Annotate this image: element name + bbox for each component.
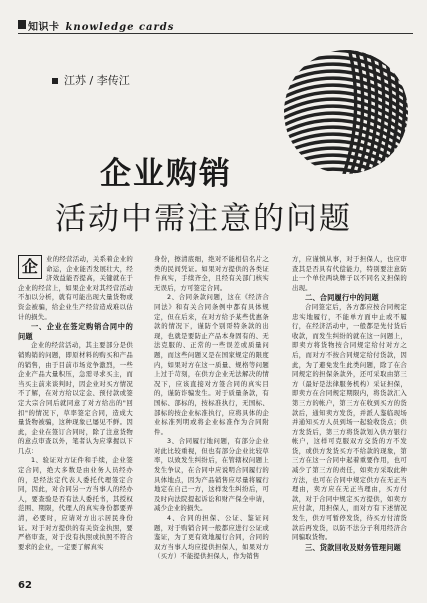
paragraph: 企业的经营活动，其主要部分是供销购销的问题，即原材料的购买和产品的销售，由于目前市场竞争激烈，一些企业产品大量积压，急需寻求买主，而当买主前来谈判时，因企业对买方情况不了解，在对方给以定金、预付款或签定大宗合同后就同意了对方给出的"回扣"的情况下，草率签定合同，造成大量货物被骗，这种现象已屡见不鲜。因此，企业在签订合同时，除了注意货物的意点审查以外，笔者认为应掌握以下几点：	[18, 341, 133, 455]
column-2	[154, 255, 269, 562]
paragraph: 1、验证对方证件和手续，企业签定合同，绝大多数是由业务人员经办的，是经法定代表人委托代理签定合同，因此，对合同另一方当事人的经办人，要查验是否有法人委托书，其授权范围、期限，代理人的真实身份都要弄清，必要时，应请对方出示居民身份证。对于对方提供的有关资金执照，要严格审查，对于没有执照或执照不符合要求的企业，一定要了解真实	[18, 456, 133, 551]
page-number: 62	[18, 580, 32, 591]
column-3	[292, 255, 407, 552]
drop-cap: 企	[18, 255, 42, 279]
paragraph: 业的经营活动，关系着企业的命运，企业能否发展壮大，经济效益能否提高，关键就在于企业的经营上，如果企业对其经营活动不加以分析，就有可能出现大量货物或资金被骗，给企业生产经营造成难以估计的损失。	[18, 255, 133, 321]
section-heading: 一、企业在签定购销合同中的问题	[18, 322, 133, 341]
section-heading: 二、合同履行中的问题	[305, 293, 379, 303]
paragraph: 4、合同的担保、公证、鉴证问题，对于购销合同一般都应进行公证或鉴证，为了更有效地履行合同，合同的双方当事人均应提供担保人，如果对方（买方）不能提供担保人，作为销售	[154, 514, 269, 561]
paragraph: 合同签定后，各方都应按合同规定忠实地履行，不能单方面中止或不履行，在经济活动中，一般都是先付货后收款，而发生纠纷的就在这一问题上，即卖方将货物按合同规定给付对方之后，而对方不按合同规定给付货款，因此，为了避免发生此类问题，除了在合同规定的担保条款外，还可采取由第三方（最好是法律服务机构）采证担保，即卖方在合同规定期限内，将货款汇入第三方的帐户，第三方在收到买方的货款后，通知卖方发货，并派人鉴临现场并通知买方人员到场一起验收货点；供方发货后，第三方将货款划入供方银行帐户，这样可克服双方交货的方不发货，或供方发货买方不给款的现象，第三方在这一合同中起着重要作用，也可减少了第三方的责任，如卖方采取此种方法，也可在合同中规定供方在无正当理由，卖方应在无正当理由，买方付款，对于合同中规定买方提供，如卖方应付款，用担保人，而对方有下述情况发生，供方可暂停发货，待买方付清货款后再发货，以防不法分子利用经济合同骗取货物。	[292, 302, 407, 542]
header-rule	[18, 33, 413, 34]
author: 江苏 / 李传江	[64, 74, 130, 87]
header-en: knowledge cards	[65, 22, 175, 33]
paragraph: 3、合同履行地问题，有部分企业对此比较重视，但也有部分企业比较草率，以致发生纠纷后，在管辖权问题上发生争议，在合同中应说明合同履行的具体地点，因为产品销售应尽量将履行地定在自己一方，这样发生纠纷后，可及时向法院提起诉讼和财产保全申请，减少企业的损失。	[154, 437, 269, 513]
header-cn: 知识卡	[28, 22, 60, 33]
paragraph: 方，应谨慎从事，对于担保人，也应审查其是否具有代偿能力，特别要注意防止一个单位两块牌子以不同名义担保的出现。	[292, 255, 407, 292]
paragraph: 身份，擦清底细，绝对不能相信名片之类的民间凭证。如果对方提供的各类证件真实，手续齐全，且经有关部门核实无误后，方可签定合同。	[154, 255, 269, 292]
header-marker	[18, 20, 26, 29]
striped-sphere-art	[278, 44, 414, 180]
stripe	[278, 176, 414, 180]
author-line	[52, 72, 130, 88]
paragraph: 2、合同条款问题，这在《经济合同法》和有关合同条例中都有具体规定，但在后来，在对方给予某些优惠条款的情况下，谨防个别哥特条款的出现，也就是要防止产品本身固有的、无法克服的、正常的一些误差或质量问题，而这些问题又是在国家规定的限度内，如果对方在这一质量、规格等问题上过于苛刻，在供方企业无法解决的情况下，应该直接对方签合同的真实目的，谨防诈骗发生。对于质量条款，有国标、部标的，按标准执行，无国标、部标的按企业标准执行，应将具体的企业标准列明或将企业标准作为合同附件。	[154, 293, 269, 436]
title-line-2: 活动中需注意的问题	[55, 201, 352, 237]
square-bullet-icon	[52, 78, 58, 84]
section-heading: 三、货款回收及财务管理问题	[305, 542, 402, 552]
stripe	[278, 44, 414, 49]
title-line-1: 企业购销	[100, 156, 232, 192]
column-1	[18, 255, 133, 552]
section-header	[28, 18, 174, 33]
